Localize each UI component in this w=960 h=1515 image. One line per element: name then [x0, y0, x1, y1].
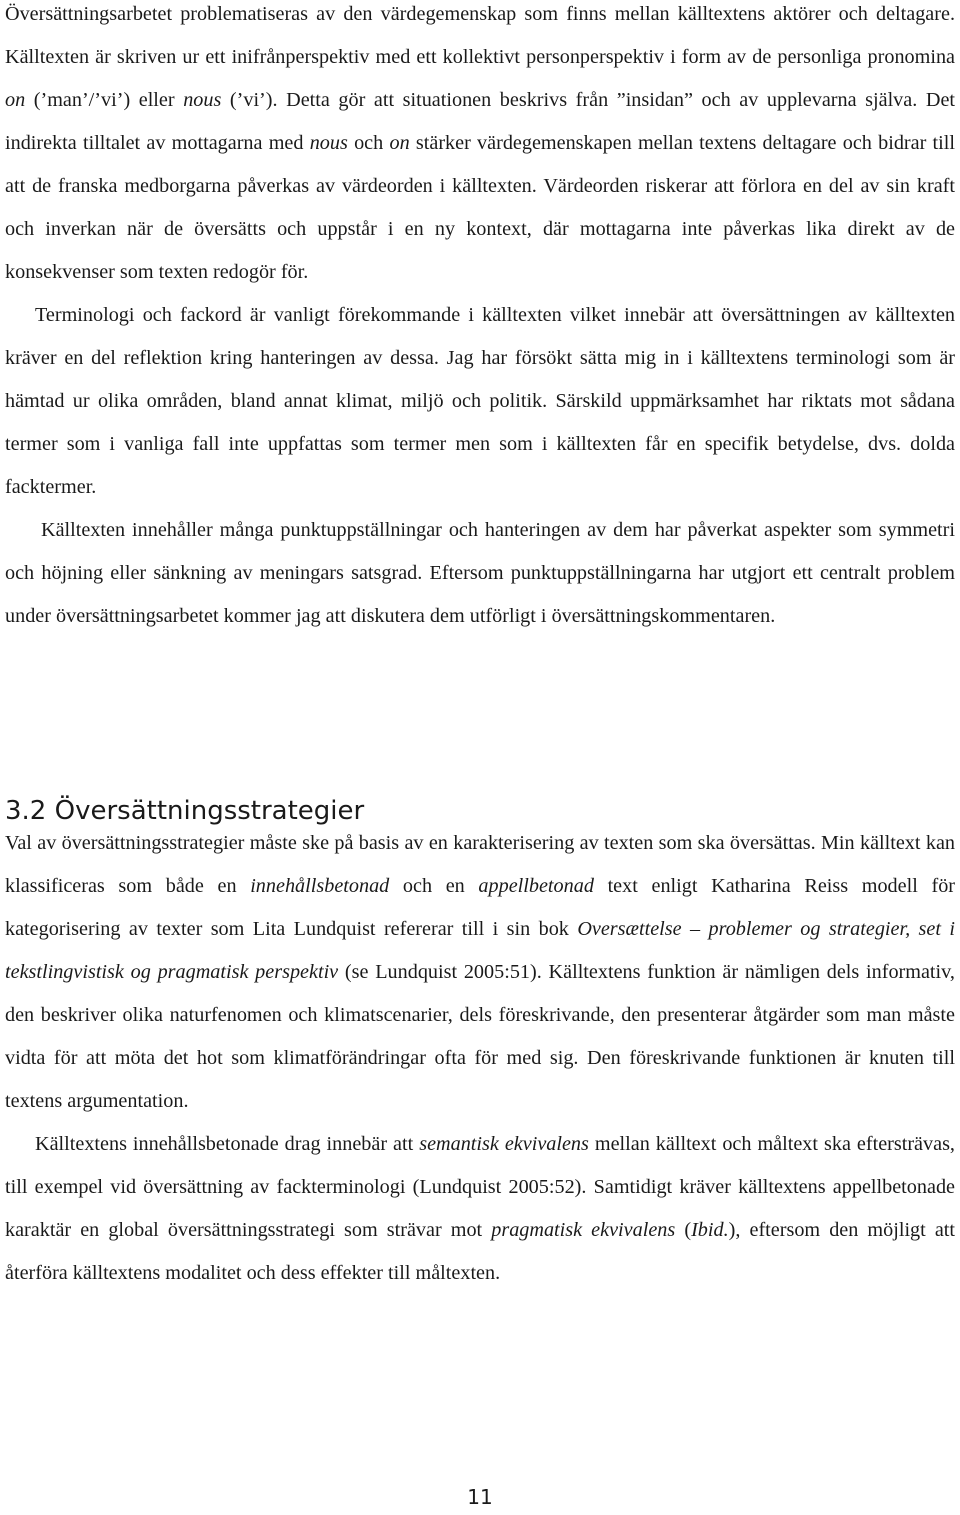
text-run: stärker värdegemenskapen mellan textens deltagare och bidrar till att de franska medborgarna påverkas av värdeorden i källtexten. Värdeorden riskerar att förlora en del av sin kraft och inverkan när de översätts och uppstår i en ny kontext, där mottagarna inte påverkas lika direkt av de konsekvenser som texten redogör för.	[5, 132, 955, 283]
text-run: (’vi’). Detta gör att situationen beskrivs från ”insidan” och av upplevarna själva. Det indirekta tilltalet av mottagarna med	[5, 89, 956, 154]
italic-term: innehållsbetonad	[250, 875, 390, 897]
text-run: och en	[389, 875, 479, 897]
italic-term: nous	[309, 132, 348, 154]
body-text-section-1	[5, 0, 955, 638]
text-run: (’man’/’vi’) eller	[25, 89, 184, 111]
paragraph-value-community	[5, 0, 955, 294]
italic-term: appellbetonad	[478, 875, 594, 897]
section-heading: 3.2 Översättningsstrategier	[5, 796, 365, 826]
paragraph-equivalence	[5, 1123, 955, 1295]
paragraph-terminology: Terminologi och fackord är vanligt förekommande i källtexten vilket innebär att översättningen av källtexten kräver en del reflektion kring hanteringen av dessa. Jag har försökt sätta mig in i källtextens terminologi som är hämtad ur olika områden, bland annat klimat, miljö och politik. Särskild uppmärksamhet har riktats mot sådana termer som i vanliga fall inte uppfattas som termer men som i källtexten får en specifik betydelse, dvs. dolda facktermer.	[5, 304, 955, 498]
text-run: mellan källtext och måltext ska eftersträvas, till exempel vid översättning av fackterminologi (Lundquist 2005:52). Samtidigt kräver källtextens appellbetonade karaktär en global översättningsstrategi som strävar mot	[5, 1133, 955, 1241]
italic-term: Ibid.	[691, 1219, 729, 1241]
text-run: text enligt Katharina Reiss modell för kategorisering av texter som Lita Lundquist refererar till i sin bok	[5, 875, 956, 940]
body-text-section-2	[5, 822, 955, 1295]
italic-term: on	[5, 89, 26, 111]
text-run: Översättningsarbetet problematiseras av den värdegemenskap som finns mellan källtextens aktörer och deltagare. Källtexten är skriven ur ett inifrånperspektiv med ett kollektivt personperspektiv i form av de personliga pronomina	[5, 3, 955, 68]
paragraph-bullet-lists: Källtexten innehåller många punktuppställningar och hanteringen av dem har påverkat aspekter som symmetri och höjning eller sänkning av meningars satsgrad. Eftersom punktuppställningarna har utgjort ett centralt problem under översättningsarbetet kommer jag att diskutera dem utförligt i översättningskommentaren.	[5, 519, 955, 627]
paragraph-strategy-choice	[5, 822, 955, 1123]
text-run: (se Lundquist 2005:51). Källtextens funktion är nämligen dels informativ, den beskriver olika naturfenomen och klimatscenarier, dels föreskrivande, den presenterar åtgärder som man måste vidta för att möta det hot som klimatförändringar ofta för med sig. Den föreskrivande funktionen är knuten till textens argumentation.	[5, 961, 955, 1112]
text-run: och	[347, 132, 390, 154]
text-run: Källtextens innehållsbetonade drag innebär att	[35, 1133, 420, 1155]
page-number: 11	[467, 1485, 493, 1509]
italic-term: pragmatisk ekvivalens	[491, 1219, 676, 1241]
italic-term: nous	[183, 89, 222, 111]
italic-term: on	[389, 132, 410, 154]
text-run: Val av översättningsstrategier måste ske på basis av en karakterisering av texten som ska översättas. Min källtext kan klassificeras som både en	[5, 832, 955, 897]
italic-term: semantisk ekvivalens	[419, 1133, 589, 1155]
text-run: ), eftersom den möjligt att återföra källtextens modalitet och dess effekter till måltexten.	[5, 1219, 956, 1284]
book-title: Oversættelse – problemer og strategier, set i tekstlingvistisk og pragmatisk perspektiv	[5, 918, 955, 983]
text-run: (	[675, 1219, 692, 1241]
